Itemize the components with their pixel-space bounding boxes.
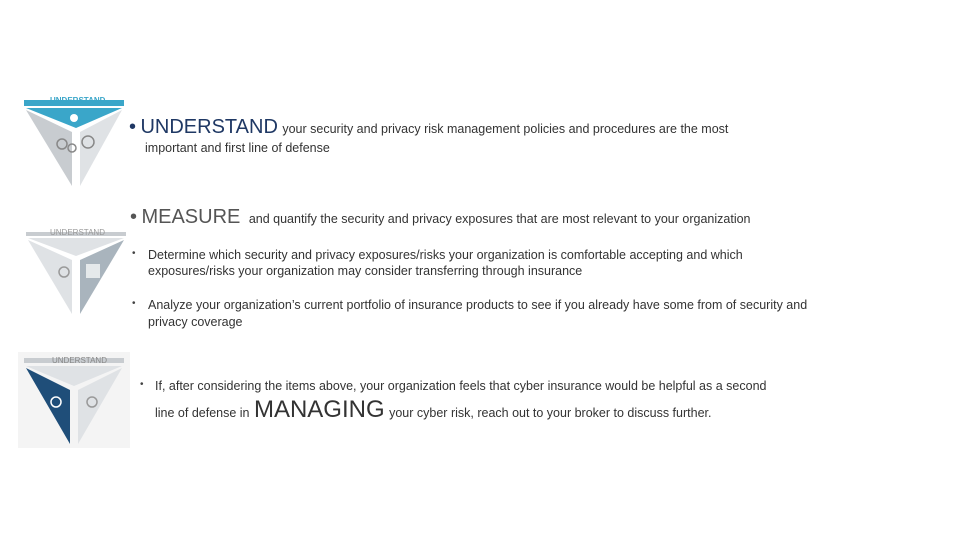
understand-text: your security and privacy risk management policies and procedures are the most: [282, 122, 729, 136]
managing-bullet: •: [140, 379, 144, 390]
managing-heading: MANAGING: [253, 396, 385, 423]
understand-text-line2: important and first line of defense: [145, 141, 330, 155]
managing-post: your cyber risk, reach out to your broker to discuss further.: [389, 406, 712, 420]
managing-pre: line of defense in: [155, 406, 250, 420]
managing-line2: [155, 396, 711, 424]
measure-text: and quantify the security and privacy exposures that are most relevant to your organization: [248, 212, 751, 226]
measure-line: [130, 206, 751, 229]
sub2-bullet: •: [132, 298, 136, 309]
manage-triangle-graphic: [18, 352, 130, 448]
sub2-line1: Analyze your organization’s current portfolio of insurance products to see if you already have some from of security and: [148, 298, 808, 312]
triangle-top-label: UNDERSTAND: [52, 356, 107, 365]
understand-triangle-graphic: [22, 96, 130, 188]
sub1-line1: Determine which security and privacy exposures/risks your organization is comfortable accepting and which: [148, 248, 743, 262]
bullet: •: [130, 206, 138, 228]
managing-line1: If, after considering the items above, your organization feels that cyber insurance would be helpful as a second: [155, 379, 767, 393]
triangle-top-label: UNDERSTAND: [50, 96, 106, 105]
understand-heading: UNDERSTAND: [140, 116, 278, 138]
sub1-line2: exposures/risks your organization may consider transferring through insurance: [148, 264, 583, 278]
bullet: •: [129, 116, 137, 138]
sub1-bullet: •: [132, 248, 136, 259]
sub2-line2: privacy coverage: [148, 315, 243, 329]
measure-heading: MEASURE: [141, 206, 241, 228]
understand-line-1: [129, 116, 728, 139]
triangle-top-label: UNDERSTAND: [50, 228, 105, 237]
measure-triangle-graphic: [24, 228, 128, 316]
